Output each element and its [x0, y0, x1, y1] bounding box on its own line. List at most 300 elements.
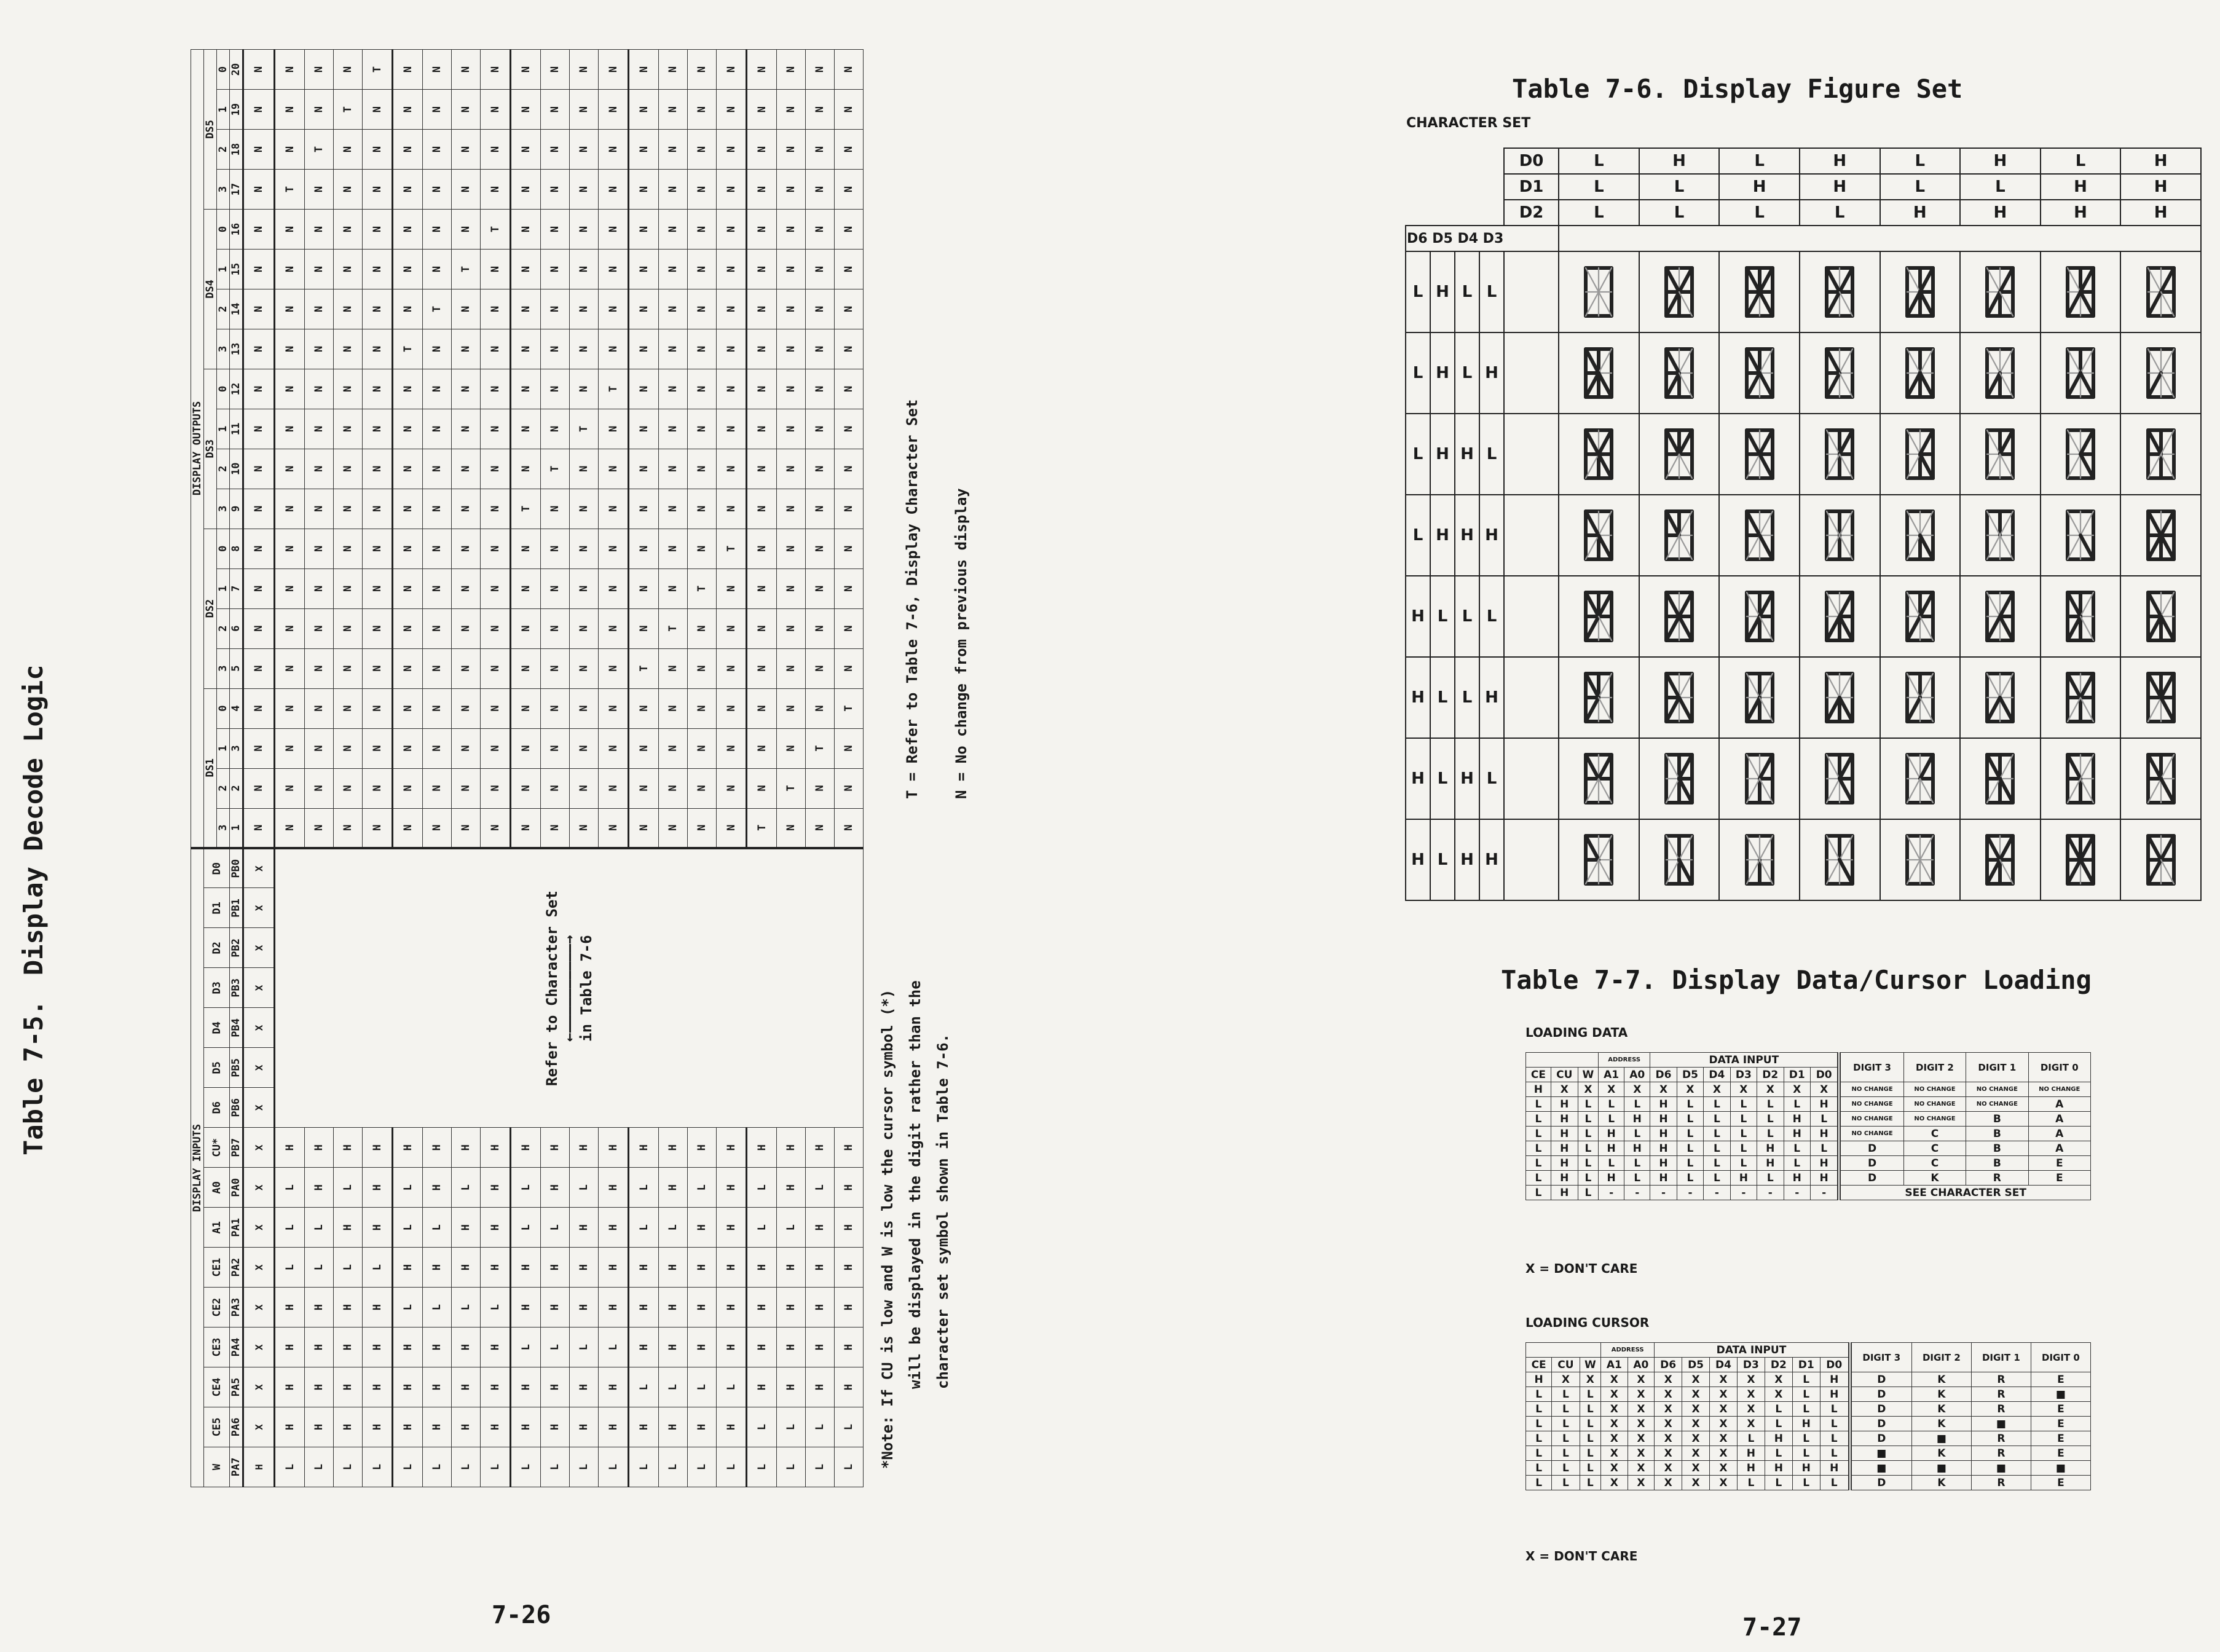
t75-cell: H	[835, 1248, 864, 1288]
character-glyph	[1719, 576, 1800, 657]
t77-cell: L	[1704, 1112, 1730, 1127]
t75-cell: H	[777, 1288, 806, 1328]
t75-cell: L	[747, 1407, 777, 1447]
t77-cell: X	[1655, 1476, 1682, 1490]
t75-cell: N	[570, 50, 599, 90]
t75-cell: N	[334, 130, 363, 170]
t77-col-header: D6	[1650, 1068, 1677, 1082]
sixteen-segment-icon	[1741, 264, 1778, 320]
table-row	[570, 50, 599, 1487]
table-7-7-title: Table 7-7. Display Data/Cursor Loading	[1501, 965, 2092, 995]
t75-cell: N	[835, 768, 864, 808]
t75-cell: N	[275, 489, 305, 529]
t76-code: L	[1455, 576, 1479, 657]
t75-cell: H	[511, 1407, 541, 1447]
t75-cell: N	[481, 529, 511, 568]
t77-digit-header: DIGIT 1	[1971, 1343, 2031, 1372]
t75-cell: N	[599, 50, 629, 90]
output-number: 2	[230, 768, 243, 808]
output-digit: 0	[217, 210, 230, 250]
t75-cell: N	[599, 728, 629, 768]
t75-cell: N	[835, 90, 864, 130]
t77-col-header: CU	[1552, 1358, 1580, 1372]
character-glyph	[1800, 738, 1880, 819]
t75-cell: N	[275, 409, 305, 449]
t75-cell: N	[717, 768, 747, 808]
sixteen-segment-icon	[2062, 589, 2099, 644]
t76-code: H	[1455, 819, 1479, 900]
t75-cell: L	[570, 1168, 599, 1208]
t75-cell: H	[334, 1128, 363, 1168]
t75-cell: N	[305, 568, 334, 608]
t76-row-header-label: D6 D5 D4 D3	[1406, 226, 1559, 251]
input-pin: PB6	[230, 1088, 243, 1128]
character-glyph	[1960, 332, 2041, 414]
t75-cell: N	[747, 489, 777, 529]
t76-code: L	[1406, 414, 1430, 495]
output-digit: 3	[217, 808, 230, 848]
t77-cell: L	[1677, 1156, 1703, 1171]
t77-col-header: D6	[1655, 1358, 1682, 1372]
t76-code: H	[1455, 414, 1479, 495]
t75-cell: N	[243, 369, 275, 409]
table-row	[1526, 1461, 2091, 1476]
t77-cell: R	[1971, 1476, 2031, 1490]
t75-cell: H	[835, 1367, 864, 1407]
t75-cell: N	[629, 608, 659, 648]
sixteen-segment-icon	[1741, 427, 1778, 482]
t75-cell: H	[835, 1328, 864, 1367]
t75-cell: X	[243, 1048, 275, 1088]
t77-cell: L	[1820, 1431, 1850, 1446]
t75-cell: H	[688, 1328, 717, 1367]
t75-cell: N	[747, 688, 777, 728]
sixteen-segment-icon	[1902, 751, 1939, 806]
t75-cell: L	[275, 1447, 305, 1487]
t76-bit: L	[2041, 148, 2121, 174]
t75-cell: N	[835, 648, 864, 688]
character-glyph	[2041, 495, 2121, 576]
t75-cell: N	[243, 130, 275, 170]
t75-cell: N	[806, 529, 835, 568]
t75-cell: H	[777, 1168, 806, 1208]
output-number: 9	[230, 489, 243, 529]
t77-cell: -	[1624, 1186, 1650, 1200]
t77-cell: X	[1677, 1082, 1703, 1097]
t76-code: L	[1455, 251, 1479, 332]
t75-cell: N	[688, 249, 717, 289]
t77-cell: L	[1810, 1112, 1839, 1127]
t75-cell: N	[452, 489, 481, 529]
character-glyph	[1719, 657, 1800, 738]
t77-cell: X	[1757, 1082, 1784, 1097]
character-glyph	[2120, 414, 2201, 495]
t77-cell: X	[1628, 1372, 1655, 1387]
t75-cell: N	[806, 568, 835, 608]
t77-cell: X	[1682, 1431, 1710, 1446]
character-glyph	[1960, 576, 2041, 657]
t77-cell: H	[1784, 1127, 1810, 1141]
t77-cell: K	[1911, 1446, 1971, 1461]
t75-cell: N	[806, 489, 835, 529]
t77-cell: D	[1839, 1156, 1903, 1171]
t76-code: L	[1479, 738, 1504, 819]
t75-cell: N	[599, 90, 629, 130]
t75-cell: X	[243, 928, 275, 968]
t77-cell: L	[1765, 1446, 1792, 1461]
t75-cell: N	[452, 688, 481, 728]
t75-cell: N	[688, 50, 717, 90]
t75-cell: N	[363, 728, 393, 768]
t75-cell: H	[629, 1407, 659, 1447]
note-line-2: will be displayed in the digit rather than the	[907, 980, 924, 1389]
table-7-5-title: Table 7-5.Display Decode Logic	[18, 664, 49, 1155]
table-row	[806, 50, 835, 1487]
t75-cell: N	[717, 808, 747, 848]
t77-cell: L	[1820, 1476, 1850, 1490]
t75-cell: N	[243, 768, 275, 808]
t76-spacer	[1504, 414, 1559, 495]
t75-cell: N	[334, 289, 363, 329]
t77-cell: L	[1526, 1387, 1552, 1402]
t75-cell: N	[511, 568, 541, 608]
t75-cell: N	[481, 130, 511, 170]
t77-cell: X	[1710, 1446, 1738, 1461]
t77-group-row	[1526, 1343, 2091, 1358]
character-glyph	[1960, 819, 2041, 900]
t77-cell: H	[1526, 1372, 1552, 1387]
input-header: D5	[204, 1048, 230, 1088]
t77-cell: L	[1730, 1097, 1757, 1112]
t75-cell: N	[599, 808, 629, 848]
t76-bit: L	[1880, 148, 1961, 174]
t75-cell: N	[541, 289, 570, 329]
t75-cell: N	[541, 808, 570, 848]
t75-cell: H	[423, 1128, 452, 1168]
t75-cell: T	[659, 608, 688, 648]
t75-cell: H	[777, 1367, 806, 1407]
table-row	[1406, 819, 2201, 900]
t77-cell: H	[1624, 1141, 1650, 1156]
character-glyph	[1880, 495, 1961, 576]
t75-cell: N	[599, 529, 629, 568]
character-glyph	[1880, 738, 1961, 819]
character-glyph	[1719, 414, 1800, 495]
t75-cell: N	[275, 808, 305, 848]
t75-cell: H	[423, 1407, 452, 1447]
t75-cell: N	[629, 289, 659, 329]
t75-cell: H	[334, 1407, 363, 1447]
t77-cell: D	[1850, 1402, 1912, 1417]
character-glyph	[1559, 332, 1639, 414]
t75-cell: N	[393, 210, 423, 250]
t75-cell: T	[806, 728, 835, 768]
t75-cell: H	[541, 1367, 570, 1407]
sixteen-segment-icon	[1580, 589, 1617, 644]
t77-cell: H	[1551, 1186, 1578, 1200]
t75-cell: N	[511, 648, 541, 688]
t75-cell: N	[481, 249, 511, 289]
t77-col-header: CE	[1526, 1358, 1552, 1372]
t77-cell: X	[1601, 1417, 1628, 1431]
t75-cell: H	[393, 1328, 423, 1367]
t77-cell: L	[1578, 1186, 1598, 1200]
t77-cell: L	[1552, 1431, 1580, 1446]
t75-cell: N	[688, 90, 717, 130]
t77-cell: L	[1580, 1387, 1600, 1402]
display-outputs-header: DISPLAY OUTPUTS	[191, 50, 204, 849]
table-row	[599, 50, 629, 1487]
sixteen-segment-icon	[1902, 345, 1939, 401]
t77-blank	[1526, 1053, 1599, 1068]
input-pin: PA0	[230, 1168, 243, 1208]
t75-cell: L	[835, 1407, 864, 1447]
t75-cell: N	[363, 688, 393, 728]
t75-cell: N	[275, 728, 305, 768]
t75-cell: N	[393, 688, 423, 728]
character-glyph	[1639, 414, 1720, 495]
t75-cell: N	[541, 90, 570, 130]
output-digit: 2	[217, 768, 230, 808]
character-glyph	[1880, 251, 1961, 332]
t77-cell: H	[1730, 1171, 1757, 1186]
sixteen-segment-icon	[1902, 589, 1939, 644]
t75-cell: N	[393, 449, 423, 489]
t75-cell: N	[688, 170, 717, 210]
loading-data-label: LOADING DATA	[1525, 1025, 1628, 1040]
t77-cell: X	[1655, 1387, 1682, 1402]
t75-cell: H	[481, 1367, 511, 1407]
t75-cell: H	[481, 1407, 511, 1447]
t77-data-input-header: DATA INPUT	[1650, 1053, 1840, 1068]
t77-cell: R	[1971, 1446, 2031, 1461]
t75-cell: N	[243, 728, 275, 768]
output-number: 5	[230, 648, 243, 688]
t75-cell: H	[629, 1288, 659, 1328]
t77-cell: A	[2028, 1127, 2090, 1141]
t77-cell: L	[1757, 1112, 1784, 1127]
t75-cell: N	[570, 289, 599, 329]
t76-code: L	[1406, 495, 1430, 576]
t75-cell: N	[305, 648, 334, 688]
t75-cell: N	[334, 409, 363, 449]
t75-cell: N	[599, 289, 629, 329]
t77-cell: L	[1578, 1141, 1598, 1156]
t75-cell: N	[717, 409, 747, 449]
t76-corner	[1406, 200, 1504, 226]
table-row	[1526, 1476, 2091, 1490]
sixteen-segment-icon	[1821, 345, 1858, 401]
t77-cell: K	[1911, 1476, 1971, 1490]
t75-cell: N	[747, 768, 777, 808]
t77-cell: X	[1551, 1082, 1578, 1097]
t75-cell: L	[777, 1447, 806, 1487]
t77-cell: E	[2031, 1431, 2090, 1446]
character-glyph	[1719, 819, 1800, 900]
t76-bit: L	[1639, 200, 1720, 226]
table-row	[275, 50, 305, 1487]
t75-cell: H	[747, 1248, 777, 1288]
t75-cell: N	[423, 648, 452, 688]
t77-cell: ■	[1911, 1431, 1971, 1446]
table-7-5	[191, 49, 864, 1487]
character-glyph	[1719, 332, 1800, 414]
t76-spacer	[1504, 819, 1559, 900]
t75-cell: H	[305, 1367, 334, 1407]
table-row	[1526, 1387, 2091, 1402]
t75-cell: N	[629, 50, 659, 90]
t76-bit-label: D0	[1504, 148, 1559, 174]
t75-cell: H	[452, 1128, 481, 1168]
t75-cell: N	[806, 688, 835, 728]
sixteen-segment-icon	[1982, 427, 2018, 482]
sixteen-segment-icon	[1821, 670, 1858, 725]
character-glyph	[2041, 414, 2121, 495]
t75-cell: N	[688, 210, 717, 250]
t75-cell: H	[511, 1128, 541, 1168]
t77-cell: H	[1551, 1141, 1578, 1156]
t75-cell: N	[629, 90, 659, 130]
t77-cell: X	[1628, 1402, 1655, 1417]
t76-header-row	[1406, 148, 2201, 174]
t76-code: L	[1430, 576, 1455, 657]
t75-cell: N	[688, 808, 717, 848]
t77-cell: X	[1710, 1476, 1738, 1490]
t76-bit: L	[1559, 174, 1639, 200]
t75-cell: N	[363, 249, 393, 289]
t77-col-header: D0	[1810, 1068, 1839, 1082]
t75-cell: N	[511, 529, 541, 568]
t77-digit-header: DIGIT 2	[1911, 1343, 1971, 1372]
t77-col-header: D0	[1820, 1358, 1850, 1372]
t75-cell: N	[275, 529, 305, 568]
t75-cell: N	[747, 449, 777, 489]
t75-cell: N	[659, 329, 688, 369]
t75-cell: N	[275, 608, 305, 648]
character-glyph	[1639, 819, 1720, 900]
t75-cell: H	[659, 1288, 688, 1328]
t75-cell: N	[275, 289, 305, 329]
t75-cell: N	[629, 170, 659, 210]
t75-cell: N	[334, 648, 363, 688]
t77-cell: D	[1850, 1417, 1912, 1431]
t76-header-row	[1406, 200, 2201, 226]
character-glyph	[1960, 414, 2041, 495]
table-row	[747, 50, 777, 1487]
table-row	[1526, 1097, 2091, 1112]
t75-cell: N	[777, 170, 806, 210]
t75-cell: N	[599, 409, 629, 449]
t75-cell: N	[423, 768, 452, 808]
t75-cell: H	[717, 1168, 747, 1208]
t77-cell: K	[1911, 1417, 1971, 1431]
t75-cell: T	[393, 329, 423, 369]
sixteen-segment-icon	[1741, 670, 1778, 725]
sixteen-segment-icon	[1982, 264, 2018, 320]
t77-cell: H	[1784, 1171, 1810, 1186]
t75-cell: N	[806, 608, 835, 648]
t77-cell: C	[1903, 1127, 1966, 1141]
t75-cell: N	[305, 409, 334, 449]
sixteen-segment-icon	[1661, 427, 1698, 482]
t75-cell: N	[305, 289, 334, 329]
t77-cell: X	[1710, 1431, 1738, 1446]
input-pin: PA6	[230, 1407, 243, 1447]
t75-cell: N	[511, 170, 541, 210]
t75-cell: N	[835, 249, 864, 289]
table-row	[1526, 1431, 2091, 1446]
t75-cell: N	[363, 489, 393, 529]
input-pin: PA5	[230, 1367, 243, 1407]
t77-col-header: D2	[1765, 1358, 1792, 1372]
t75-cell: N	[777, 529, 806, 568]
t75-cell: N	[835, 529, 864, 568]
t75-cell: L	[275, 1208, 305, 1248]
t77-cell: L	[1820, 1417, 1850, 1431]
t75-cell: N	[393, 50, 423, 90]
t76-spacer	[1504, 251, 1559, 332]
t75-cell: N	[806, 210, 835, 250]
t75-cell: N	[511, 369, 541, 409]
t77-cell: K	[1911, 1387, 1971, 1402]
character-glyph	[2120, 332, 2201, 414]
t75-cell: H	[452, 1328, 481, 1367]
character-glyph	[1960, 251, 2041, 332]
t75-cell: N	[393, 170, 423, 210]
t75-cell: L	[659, 1367, 688, 1407]
t75-cell: N	[777, 130, 806, 170]
table-row	[1406, 414, 2201, 495]
t75-cell: N	[747, 130, 777, 170]
t77-cell: NO CHANGE	[1903, 1097, 1966, 1112]
t77-cell: H	[1820, 1372, 1850, 1387]
t75-cell: N	[511, 608, 541, 648]
character-glyph	[1880, 657, 1961, 738]
t75-cell: H	[511, 1288, 541, 1328]
output-digit: 2	[217, 289, 230, 329]
t75-cell: N	[363, 608, 393, 648]
sixteen-segment-icon	[1661, 832, 1698, 887]
t75-cell: N	[570, 449, 599, 489]
t77-cell: H	[1737, 1446, 1765, 1461]
t77-col-header: D5	[1682, 1358, 1710, 1372]
t77-cell: X	[1601, 1446, 1628, 1461]
t75-cell: N	[806, 90, 835, 130]
t75-cell: N	[334, 608, 363, 648]
t75-cell: N	[806, 648, 835, 688]
t75-cell: N	[243, 249, 275, 289]
t76-bit: H	[2120, 200, 2201, 226]
t77-cell: X	[1682, 1461, 1710, 1476]
t77-cell: NO CHANGE	[1839, 1127, 1903, 1141]
t75-cell: N	[806, 369, 835, 409]
t77-cell: L	[1526, 1446, 1552, 1461]
t77-cell: X	[1710, 1461, 1738, 1476]
t77-cell: -	[1784, 1186, 1810, 1200]
t77-cell: L	[1526, 1402, 1552, 1417]
t76-code: H	[1479, 657, 1504, 738]
t75-cell: N	[659, 409, 688, 449]
sixteen-segment-icon	[1902, 264, 1939, 320]
t75-cell: H	[747, 1288, 777, 1328]
t75-cell: N	[570, 568, 599, 608]
input-pin: PA7	[230, 1447, 243, 1487]
t76-code: H	[1406, 576, 1430, 657]
t75-cell: H	[363, 1407, 393, 1447]
character-glyph	[2041, 576, 2121, 657]
sixteen-segment-icon	[2143, 508, 2179, 563]
t75-cell: N	[541, 130, 570, 170]
